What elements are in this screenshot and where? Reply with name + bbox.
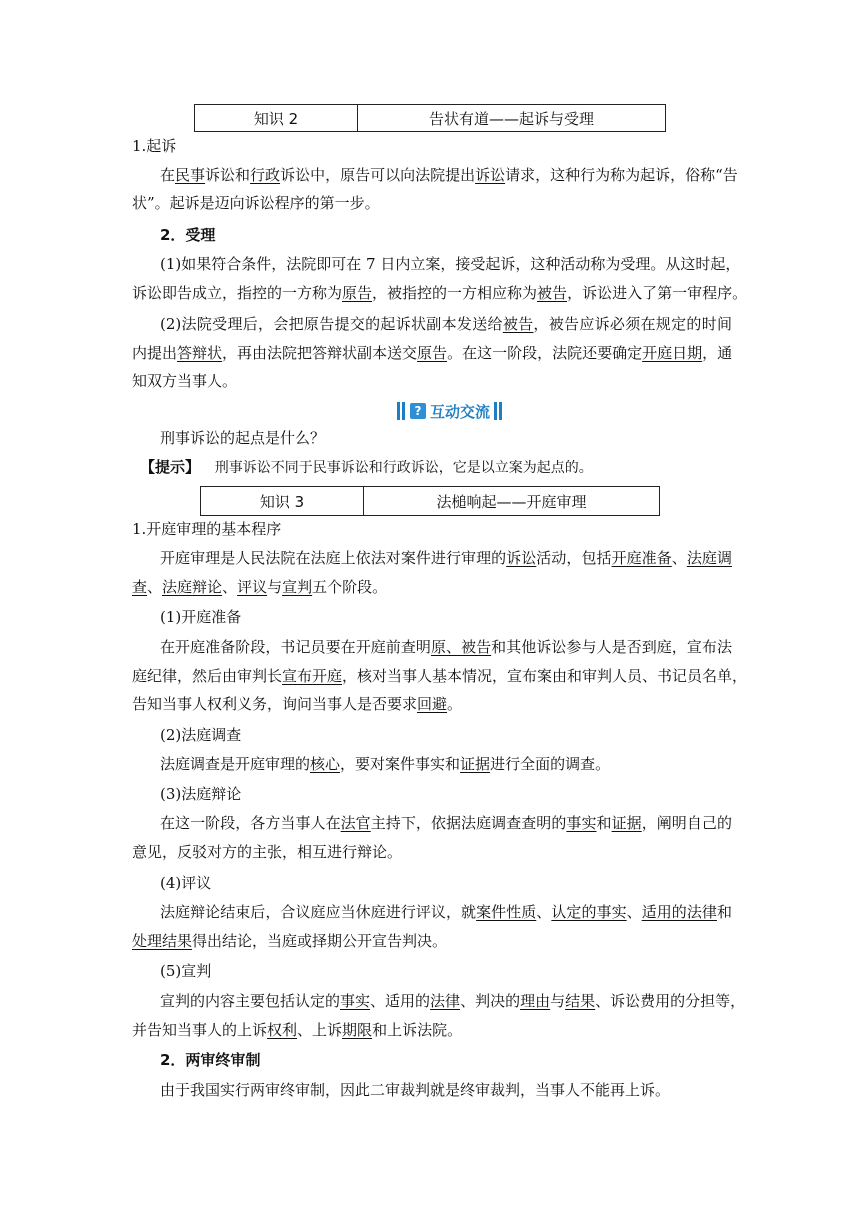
tip-text: 刑事诉讼不同于民事诉讼和行政诉讼，它是以立案为起点的。	[214, 460, 593, 476]
s2-p2-line-1: (2)法院受理后，会把原告提交的起诉状副本发送给被告，被告应诉必须在规定的时间	[160, 315, 732, 333]
a2-title: (2)法庭调查	[160, 726, 242, 744]
a1-line-3: 告知当事人权利义务，询问当事人是否要求回避。	[132, 695, 463, 713]
knowledge-2-number: 知识 2	[195, 105, 358, 131]
t1-line-1: 开庭审理是人民法院在法庭上依法对案件进行审理的诉讼活动，包括开庭准备、法庭调	[160, 549, 732, 567]
knowledge-2-title: 告状有道——起诉与受理	[428, 109, 594, 128]
a1-title: (1)开庭准备	[160, 608, 242, 626]
s1-line-1: 在民事诉讼和行政诉讼中，原告可以向法院提出诉讼请求，这种行为称为起诉，俗称“告	[160, 166, 738, 184]
a1-line-2: 庭纪律，然后由审判长宣布开庭，核对当事人基本情况，宣布案由和审判人员、书记员名单，	[132, 667, 748, 685]
a5-line-2: 并告知当事人的上诉权利、上诉期限和上诉法院。	[132, 1021, 463, 1039]
t2-line-1: 由于我国实行两审终审制，因此二审裁判就是终审裁判，当事人不能再上诉。	[160, 1081, 671, 1099]
knowledge-3-title: 法槌响起——开庭审理	[436, 492, 587, 511]
s1-line-2: 状”。起诉是迈向诉讼程序的第一步。	[132, 194, 380, 212]
interactive-exchange-heading	[396, 400, 503, 422]
section-2-title: 2．受理	[160, 226, 216, 244]
a5-title: (5)宣判	[160, 962, 212, 980]
section-1-title: 1.起诉	[132, 137, 177, 155]
a3-line-2: 意见，反驳对方的主张，相互进行辩论。	[132, 843, 403, 861]
a1-line-1: 在开庭准备阶段，书记员要在开庭前查明原、被告和其他诉讼参与人是否到庭，宣布法	[160, 638, 732, 656]
t1-title: 1.开庭审理的基本程序	[132, 520, 282, 538]
knowledge-2-header	[194, 104, 666, 132]
s2-p2-line-2: 内提出答辩状，再由法院把答辩状副本送交原告。在这一阶段，法院还要确定开庭日期，通	[132, 344, 733, 362]
a3-title: (3)法庭辩论	[160, 785, 242, 803]
tip-label: 【提示】	[140, 458, 201, 476]
question-text: 刑事诉讼的起点是什么？	[160, 429, 326, 447]
question-icon: ?	[410, 403, 426, 419]
a2-line-1: 法庭调查是开庭审理的核心，要对案件事实和证据进行全面的调查。	[160, 755, 611, 773]
a5-line-1: 宣判的内容主要包括认定的事实、适用的法律、判决的理由与结果、诉讼费用的分担等，	[160, 992, 746, 1010]
t1-line-2: 查、法庭辩论、评议与宣判五个阶段。	[132, 578, 388, 596]
a4-title: (4)评议	[160, 874, 212, 892]
knowledge-3-number: 知识 3	[201, 487, 364, 515]
t2-title: 2．两审终审制	[160, 1051, 261, 1069]
a4-line-1: 法庭辩论结束后，合议庭应当休庭进行评议，就案件性质、认定的事实、适用的法律和	[160, 903, 732, 921]
tip-line	[140, 455, 740, 480]
interactive-exchange-label: 互动交流	[430, 402, 491, 421]
s2-p1-line-2: 诉讼即告成立，指控的一方称为原告，被指控的一方相应称为被告，诉讼进入了第一审程序。	[132, 284, 748, 302]
a3-line-1: 在这一阶段，各方当事人在法官主持下，依据法庭调查查明的事实和证据，阐明自己的	[160, 814, 732, 832]
s2-p2-line-3: 知双方当事人。	[132, 372, 238, 390]
s2-p1-line-1: (1)如果符合条件，法院即可在 7 日内立案，接受起诉，这种活动称为受理。从这时起，	[160, 255, 741, 273]
knowledge-3-header	[200, 486, 660, 516]
a4-line-2: 处理结果得出结论，当庭或择期公开宣告判决。	[132, 932, 448, 950]
